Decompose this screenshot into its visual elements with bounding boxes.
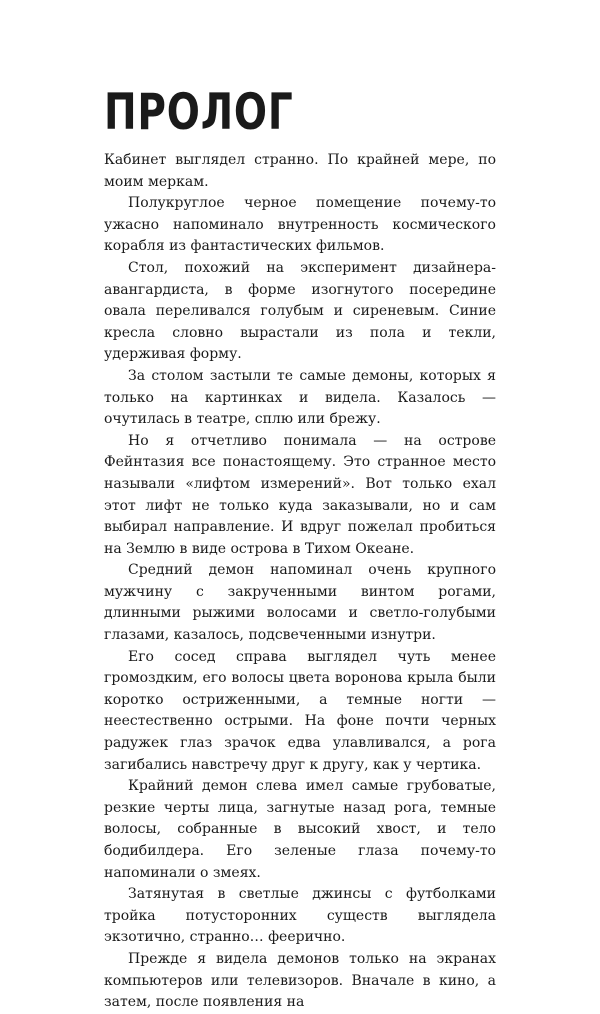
paragraph: Прежде я видела демонов только на экранах компьютеров или телевизоров. Вначале в кино, а затем, после появления на [104,950,496,1011]
paragraph: Полукруглое черное помещение почему-то ужасно напоминало внутренность космического корабля из фантастических фильмов. [104,195,496,255]
paragraph: Средний демон напоминал очень крупного мужчину с закрученными винтом рогами, длинными рыжими волосами и светло-голубыми глазами, казалось, подсвеченными изнутри. [104,562,496,644]
chapter-title: ПРОЛОГ [104,83,294,141]
paragraph: За столом застыли те самые демоны, которых я только на картинках и видела. Казалось — очутилась в театре, сплю или брежу. [104,367,496,428]
chapter-body [104,150,496,1014]
paragraph: Крайний демон слева имел самые грубоватые, резкие черты лица, загнутые назад рога, темные волосы, собранные в высокий хвост, и тело бодибилдера. Его зеленые глаза почему-то напоминали о змеях. [104,778,496,881]
paragraph: Кабинет выглядел странно. По крайней мере, по моим меркам. [104,152,496,190]
paragraph: Его сосед справа выглядел чуть менее громоздким, его волосы цвета воронова крыла были коротко остриженными, а темные ногти — неестественно острыми. На фоне почти черных радужек глаз зрачок едва улавливался, а рога загибались навстречу друг к другу, как у чертика. [104,648,496,773]
paragraph: Но я отчетливо понимала — на острове Фейнтазия все понастоящему. Это странное место называли «лифтом измерений». Вот только ехал этот лифт не только куда заказывали, но и сам выбирал направление. И вдруг пожелал пробиться на Землю в виде острова в Тихом Океане. [104,432,496,557]
paragraph: Затянутая в светлые джинсы с футболками тройка потусторонних существ выглядела экзотично, странно… феерично. [104,886,496,946]
paragraph: Стол, похожий на эксперимент дизайнера-авангардиста, в форме изогнутого посередине овала переливался голубым и сиреневым. Синие кресла словно вырастали из пола и текли, удерживая форму. [104,259,496,363]
